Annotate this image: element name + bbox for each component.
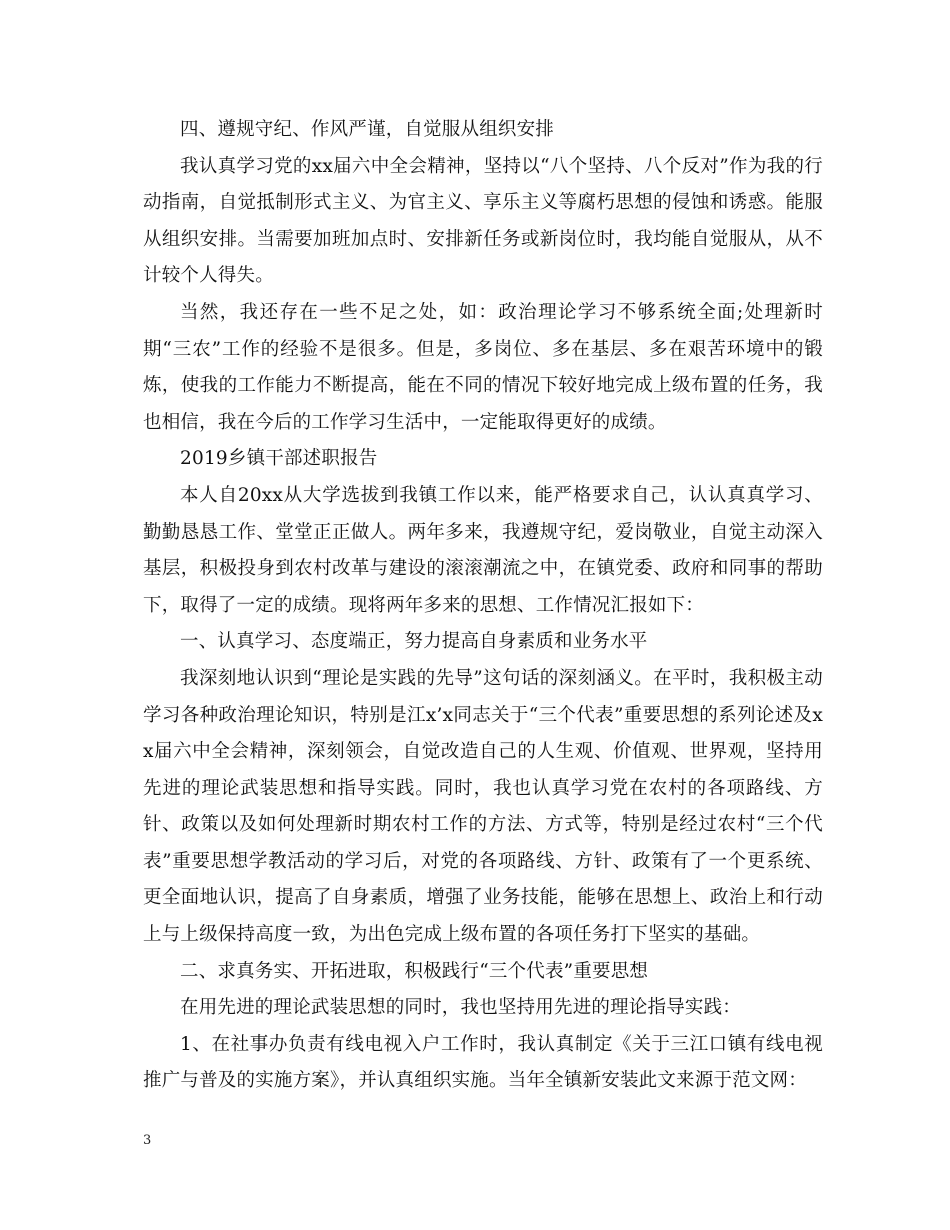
paragraph: 当然，我还存在一些不足之处，如：政治理论学习不够系统全面;处理新时期“三农”工作的经验不是很多。但是，多岗位、多在基层、多在艰苦环境中的锻炼，使我的工作能力不断提高，能在不同的情况下较好地完成上级布置的任务，我也相信，我在今后的工作学习生活中，一定能取得更好的成绩。: [143, 301, 823, 433]
report-title: 2019乡镇干部述职报告: [180, 448, 378, 470]
paragraph: 我深刻地认识到“理论是实践的先导”这句话的深刻涵义。在平时，我积极主动学习各种政治理论知识，特别是江x’x同志关于“三个代表”重要思想的系列论述及xx届六中全会精神，深刻领会，自觉改造自己的人生观、价值观、世界观，坚持用先进的理论武装思想和指导实践。同时，我也认真学习党在农村的各项路线、方针、政策以及如何处理新时期农村工作的方法、方式等，特别是经过农村“三个代表”重要思想学教活动的学习后，对党的各项路线、方针、政策有了一个更系统、更全面地认识，提高了自身素质，增强了业务技能，能够在思想上、政治上和行动上与上级保持高度一致，为出色完成上级布置的各项任务打下坚实的基础。: [143, 667, 823, 946]
paragraph: 本人自20xx从大学选拔到我镇工作以来，能严格要求自己，认认真真学习、勤勤恳恳工作、堂堂正正做人。两年多来，我遵规守纪，爱岗敬业，自觉主动深入基层，积极投身到农村改革与建设的滚滚潮流之中，在镇党委、政府和同事的帮助下，取得了一定的成绩。现将两年多来的思想、工作情况汇报如下：: [143, 484, 823, 616]
paragraph: 在用先进的理论武装思想的同时，我也坚持用先进的理论指导实践：: [180, 997, 742, 1019]
section-heading-2: 二、求真务实、开拓进取，积极践行“三个代表”重要思想: [180, 960, 649, 982]
section-heading-4: 四、遵规守纪、作风严谨，自觉服从组织安排: [180, 119, 555, 140]
section-heading-1: 一、认真学习、态度端正，努力提高自身素质和业务水平: [180, 631, 648, 653]
paragraph: 1、在社事办负责有线电视入户工作时，我认真制定《关于三江口镇有线电视推广与普及的实施方案》，并认真组织实施。当年全镇新安装此文来源于范文网：: [143, 1033, 823, 1092]
paragraph: 我认真学习党的xx届六中全会精神，坚持以“八个坚持、八个反对”作为我的行动指南，自觉抵制形式主义、为官主义、享乐主义等腐朽思想的侵蚀和诱惑。能服从组织安排。当需要加班加点时、安排新任务或新岗位时，我均能自觉服从，从不计较个人得失。: [143, 155, 823, 287]
page-number: 3: [143, 1133, 152, 1148]
document-body: [143, 112, 823, 1100]
